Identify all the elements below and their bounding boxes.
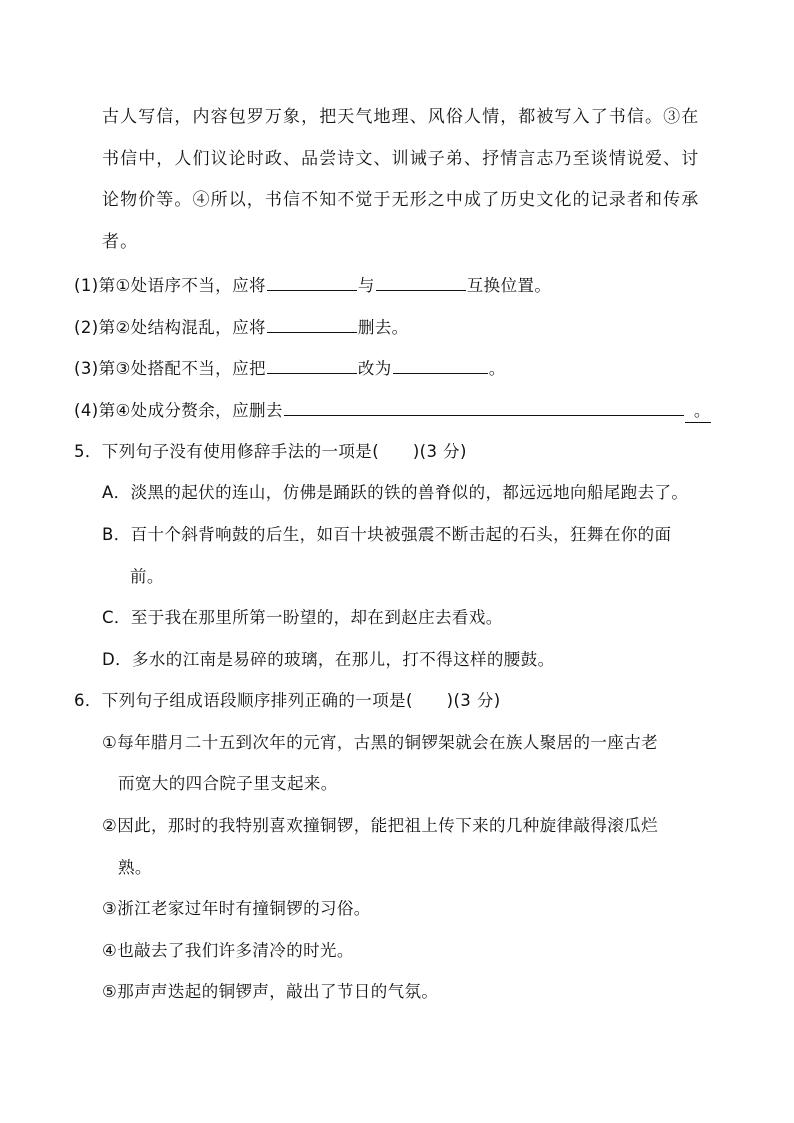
answer-blank[interactable] <box>393 357 488 374</box>
q4-item-3-suffix: 。 <box>488 359 506 378</box>
q4-item-3-middle: 改为 <box>357 359 392 378</box>
q4-item-1-middle: 与 <box>357 276 375 295</box>
answer-blank[interactable] <box>267 357 357 374</box>
q4-item-1 <box>74 274 551 297</box>
q5-stem: 5．下列句子没有使用修辞手法的一项是( )(3 分) <box>74 442 467 461</box>
q4-item-4-prefix: (4)第④处成分赘余，应删去 <box>74 401 283 420</box>
q4-item-2-prefix: (2)第②处结构混乱，应将 <box>74 318 266 337</box>
answer-blank[interactable] <box>376 274 466 291</box>
q5-option-b-line-2: 前。 <box>130 567 164 586</box>
passage-line-4: 者。 <box>102 232 139 252</box>
q6-sentence-1-line-2: 而宽大的四合院子里支起来。 <box>118 774 338 793</box>
q4-item-2-suffix: 删去。 <box>357 318 409 337</box>
q4-item-2 <box>74 316 409 339</box>
q6-sentence-2-line-2: 熟。 <box>118 858 152 877</box>
q5-option-b-line-1: B．百十个斜背响鼓的后生，如百十块被强震不断击起的石头，狂舞在你的面 <box>102 525 672 544</box>
q6-sentence-3: ③浙江老家过年时有撞铜锣的习俗。 <box>102 899 371 918</box>
answer-blank[interactable] <box>284 399 684 416</box>
answer-blank[interactable] <box>267 316 357 333</box>
passage-line-2: 书信中，人们议论时政、品尝诗文、训诫子弟、抒情言志乃至谈情说爱、讨 <box>102 149 700 169</box>
q4-item-4 <box>74 399 711 423</box>
q6-sentence-1-line-1: ①每年腊月二十五到次年的元宵，古黑的铜锣架就会在族人聚居的一座古老 <box>102 733 658 752</box>
passage-line-1: 古人写信，内容包罗万象，把天气地理、风俗人情，都被写入了书信。③在 <box>102 107 700 127</box>
q5-option-d: D．多水的江南是易碎的玻璃，在那儿，打不得这样的腰鼓。 <box>102 650 555 669</box>
q6-sentence-4: ④也敲去了我们许多清冷的时光。 <box>102 941 354 960</box>
q4-item-3 <box>74 357 506 380</box>
q5-option-a: A．淡黑的起伏的连山，仿佛是踊跃的铁的兽脊似的，都远远地向船尾跑去了。 <box>102 483 689 502</box>
q6-stem: 6．下列句子组成语段顺序排列正确的一项是( )(3 分) <box>74 691 501 710</box>
q6-sentence-5: ⑤那声声迭起的铜锣声，敲出了节日的气氛。 <box>102 982 439 1001</box>
q4-item-1-prefix: (1)第①处语序不当，应将 <box>74 276 266 295</box>
q4-item-1-suffix: 互换位置。 <box>466 276 552 295</box>
q4-item-3-prefix: (3)第③处搭配不当，应把 <box>74 359 266 378</box>
q4-item-4-suffix: 。 <box>685 400 711 423</box>
q6-sentence-2-line-1: ②因此，那时的我特别喜欢撞铜锣，能把祖上传下来的几种旋律敲得滚瓜烂 <box>102 816 658 835</box>
answer-blank[interactable] <box>267 274 357 291</box>
q5-option-c: C．至于我在那里所第一盼望的，却在到赵庄去看戏。 <box>102 608 503 627</box>
passage-line-3: 论物价等。④所以，书信不知不觉于无形之中成了历史文化的记录者和传承 <box>102 190 700 210</box>
